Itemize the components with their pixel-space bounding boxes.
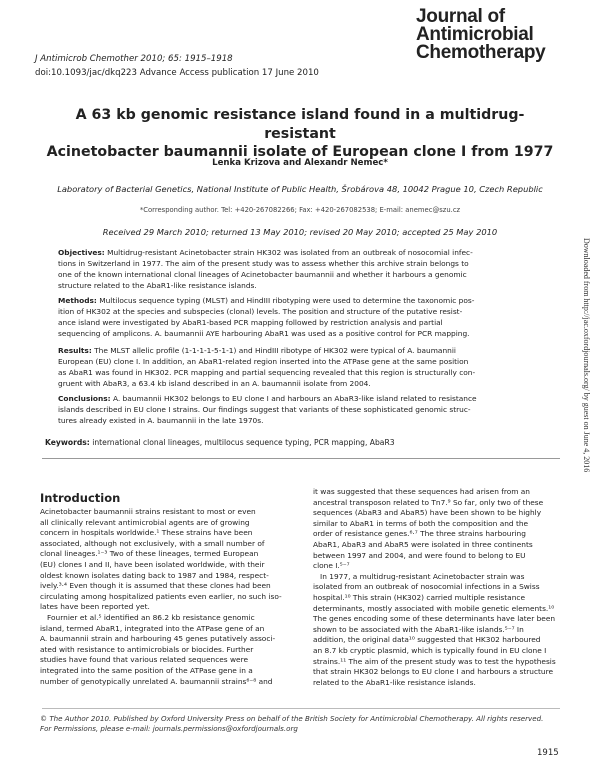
paragraph-line: island, termed AbaR1, integrated into the ATPase gene of an (40, 623, 265, 633)
title-line-1: A 63 kb genomic resistance island found in a multidrug-resistant (75, 107, 525, 142)
abstract-results (58, 346, 552, 390)
paragraph-line: related to the AbaR1-like resistance islands. (313, 677, 476, 687)
paragraph-line: hospital.¹⁰ This strain (HK302) carried multiple resistance (313, 592, 525, 602)
paragraph-line: In 1977, a multidrug-resistant Acinetobacter strain was (313, 571, 525, 581)
paragraph-line: oldest known isolates dating back to 1987 and 1984, respect- (40, 570, 269, 580)
paragraph-line: isolated from an outbreak of nosocomial infections in a Swiss (313, 582, 540, 592)
permissions-line: For Permissions, please e-mail: journals.permissions@oxfordjournals.org (40, 724, 298, 734)
paragraph-line: ively.³·⁴ Even though it is assumed that these clones had been (40, 581, 271, 591)
paragraph-line: ated with resistance to antimicrobials or biocides. Further (40, 644, 254, 654)
conclusions-label: Conclusions: (58, 394, 111, 403)
results-text: The MLST allelic profile (1-1-1-1-5-1-1) and HindIII ribotype of HK302 were typical of A. baumannii (94, 346, 456, 355)
paragraph-line: A. baumannii strain and harbouring 45 genes putatively associ- (40, 634, 276, 644)
objectives-label: Objectives: (58, 248, 105, 257)
citation-line: J Antimicrob Chemother 2010; 65: 1915–1918 (35, 54, 233, 64)
section-heading: Introduction (40, 491, 121, 505)
objectives-text: one of the known international clonal lineages of Acinetobacter baumannii and whether it harbours a genomic (58, 269, 467, 279)
objectives-text: Multidrug-resistant Acinetobacter strain HK302 was isolated from an outbreak of nosocomial infec- (107, 248, 473, 257)
objectives-text: tions in Switzerland in 1977. The aim of the present study was to assess whether this archive strain belongs to (58, 258, 469, 268)
page-number: 1915 (537, 748, 559, 758)
paragraph-line: concern in hospitals worldwide.¹ These strains have been (40, 528, 253, 538)
intro-right-column (313, 487, 561, 688)
objectives-text: structure related to the AbaR1-like resistance islands. (58, 280, 257, 290)
journal-citation (35, 52, 319, 80)
paragraph-line: AbaR1, AbaR3 and AbaR5 were isolated in three continents (313, 539, 533, 549)
paragraph-line: Acinetobacter baumannii strains resistant to most or even (40, 507, 256, 516)
copyright-line: © The Author 2010. Published by Oxford University Press on behalf of the British Society for Antimicrobial Chemotherapy. All rights reserved. (40, 714, 544, 723)
authors: Lenka Krizova and Alexandr Nemec* (212, 158, 388, 168)
doi-line: doi:10.1093/jac/dkq223 Advance Access publication 17 June 2010 (35, 68, 319, 78)
results-label: Results: (58, 346, 92, 355)
paragraph-line: (EU) clones I and II, have been isolated worldwide, with their (40, 559, 265, 569)
paragraph-line: ancestral transposon related to Tn7.⁹ So far, only two of these (313, 497, 544, 507)
paragraph-line: circulating among hospitalized patients even earlier, no such iso- (40, 591, 282, 601)
paragraph-line: The genes encoding some of these determinants have later been (313, 614, 556, 624)
paragraph-line: an 8.7 kb cryptic plasmid, which is typically found in EU clone I (313, 645, 547, 655)
keywords-label: Keywords: (45, 438, 90, 447)
divider (42, 458, 560, 459)
methods-text: sequencing of amplicons. A. baumannii AYE harbouring AbaR1 was used as a positive control for PCR mapping. (58, 328, 470, 338)
download-note: Downloaded from http://jac.oxfordjournals.org/ by guest on June 4, 2016 (582, 238, 591, 473)
correspondence: *Corresponding author. Tel: +420-267082266; Fax: +420-267082538; E-mail: anemec@szu.cz (139, 206, 461, 214)
paragraph-line: integrated into the same position of the ATPase gene in a (40, 665, 253, 675)
paragraph-line: between 1997 and 2004, and were found to belong to EU (313, 550, 526, 560)
paragraph-line: it was suggested that these sequences had arisen from an (313, 487, 530, 496)
methods-text: Multilocus sequence typing (MLST) and HindIII ribotyping were used to determine the taxonomic pos- (99, 296, 475, 305)
paragraph-line: lates have been reported yet. (40, 602, 150, 612)
abstract-conclusions (58, 394, 552, 427)
paragraph-line: addition, the original data¹⁰ suggested that HK302 harboured (313, 635, 541, 645)
paragraph-line: number of genotypically unrelated A. baumannii strains⁶⁻⁸ and (40, 676, 273, 686)
paragraph-line: strains.¹¹ The aim of the present study was to test the hypothesis (313, 656, 556, 666)
results-text: European (EU) clone I. In addition, an AbaR1-related region inserted into the ATPase gene at the same position (58, 356, 469, 366)
paragraph-line: sequences (AbaR3 and AbaR5) have been shown to be highly (313, 508, 542, 518)
title-line-2: Acinetobacter baumannii isolate of European clone I from 1977 (46, 144, 554, 160)
affiliation: Laboratory of Bacterial Genetics, National Institute of Public Health, Šrobárova 48, 10042 Prague 10, Czech Republic (57, 184, 543, 194)
paragraph-line: order of resistance genes.⁶·⁷ The three strains harbouring (313, 529, 526, 539)
keywords (45, 438, 395, 447)
paragraph-line: studies have found that various related sequences were (40, 655, 249, 665)
paragraph-line: determinants, mostly associated with mobile genetic elements.¹⁰ (313, 603, 555, 613)
logo-line-1: Journal of (416, 6, 505, 27)
methods-text: ition of HK302 at the species and subspecies (clonal) levels. The position and structure of the putative resist- (58, 306, 463, 316)
results-text: as AbaR1 was found in HK302. PCR mapping and partial sequencing revealed that this region is structurally con- (58, 367, 476, 377)
paragraph-line: clonal lineages.¹⁻³ Two of these lineages, termed European (40, 549, 259, 559)
paragraph-line: all clinically relevant antimicrobial agents are of growing (40, 517, 250, 527)
results-text: gruent with AbaR3, a 63.4 kb island described in an A. baumannii isolate from 2004. (58, 378, 371, 388)
methods-text: ance island were investigated by AbaR1-based PCR mapping followed by restriction analysis and partial (58, 317, 443, 327)
paragraph-line: similar to AbaR1 in terms of both the composition and the (313, 518, 529, 528)
footer-copyright (40, 714, 560, 735)
paragraph-line: that strain HK302 belongs to EU clone I and harbours a structure (313, 667, 554, 677)
paragraph-line: clone I.⁵⁻⁷ (313, 561, 350, 571)
conclusions-text: A. baumannii HK302 belongs to EU clone I and harbours an AbaR3-like island related to resistance (112, 394, 477, 403)
received-dates: Received 29 March 2010; returned 13 May 2010; revised 20 May 2010; accepted 25 May 2010 (102, 227, 498, 237)
article-title (40, 106, 560, 162)
paragraph-line: Fournier et al.⁵ identified an 86.2 kb resistance genomic (40, 612, 255, 622)
footer-divider (42, 708, 560, 709)
conclusions-text: tures already existed in A. baumannii in the late 1970s. (58, 415, 264, 425)
keywords-text: international clonal lineages, multilocus sequence typing, PCR mapping, AbaR3 (92, 438, 395, 447)
paragraph-line: associated, although not exclusively, with a small number of (40, 538, 265, 548)
journal-logo (416, 8, 586, 62)
conclusions-text: islands described in EU clone I strains. Our findings suggest that variants of these sophisticated genomic struc- (58, 404, 471, 414)
abstract-methods (58, 296, 552, 340)
paragraph-line: shown to be associated with the AbaR1-like islands.⁵⁻⁷ In (313, 624, 524, 634)
download-watermark (581, 238, 593, 618)
logo-line-3: Chemotherapy (416, 42, 546, 63)
intro-left-column (40, 507, 298, 687)
abstract-objectives (58, 248, 552, 292)
methods-label: Methods: (58, 296, 97, 305)
logo-line-2: Antimicrobial (416, 24, 534, 45)
